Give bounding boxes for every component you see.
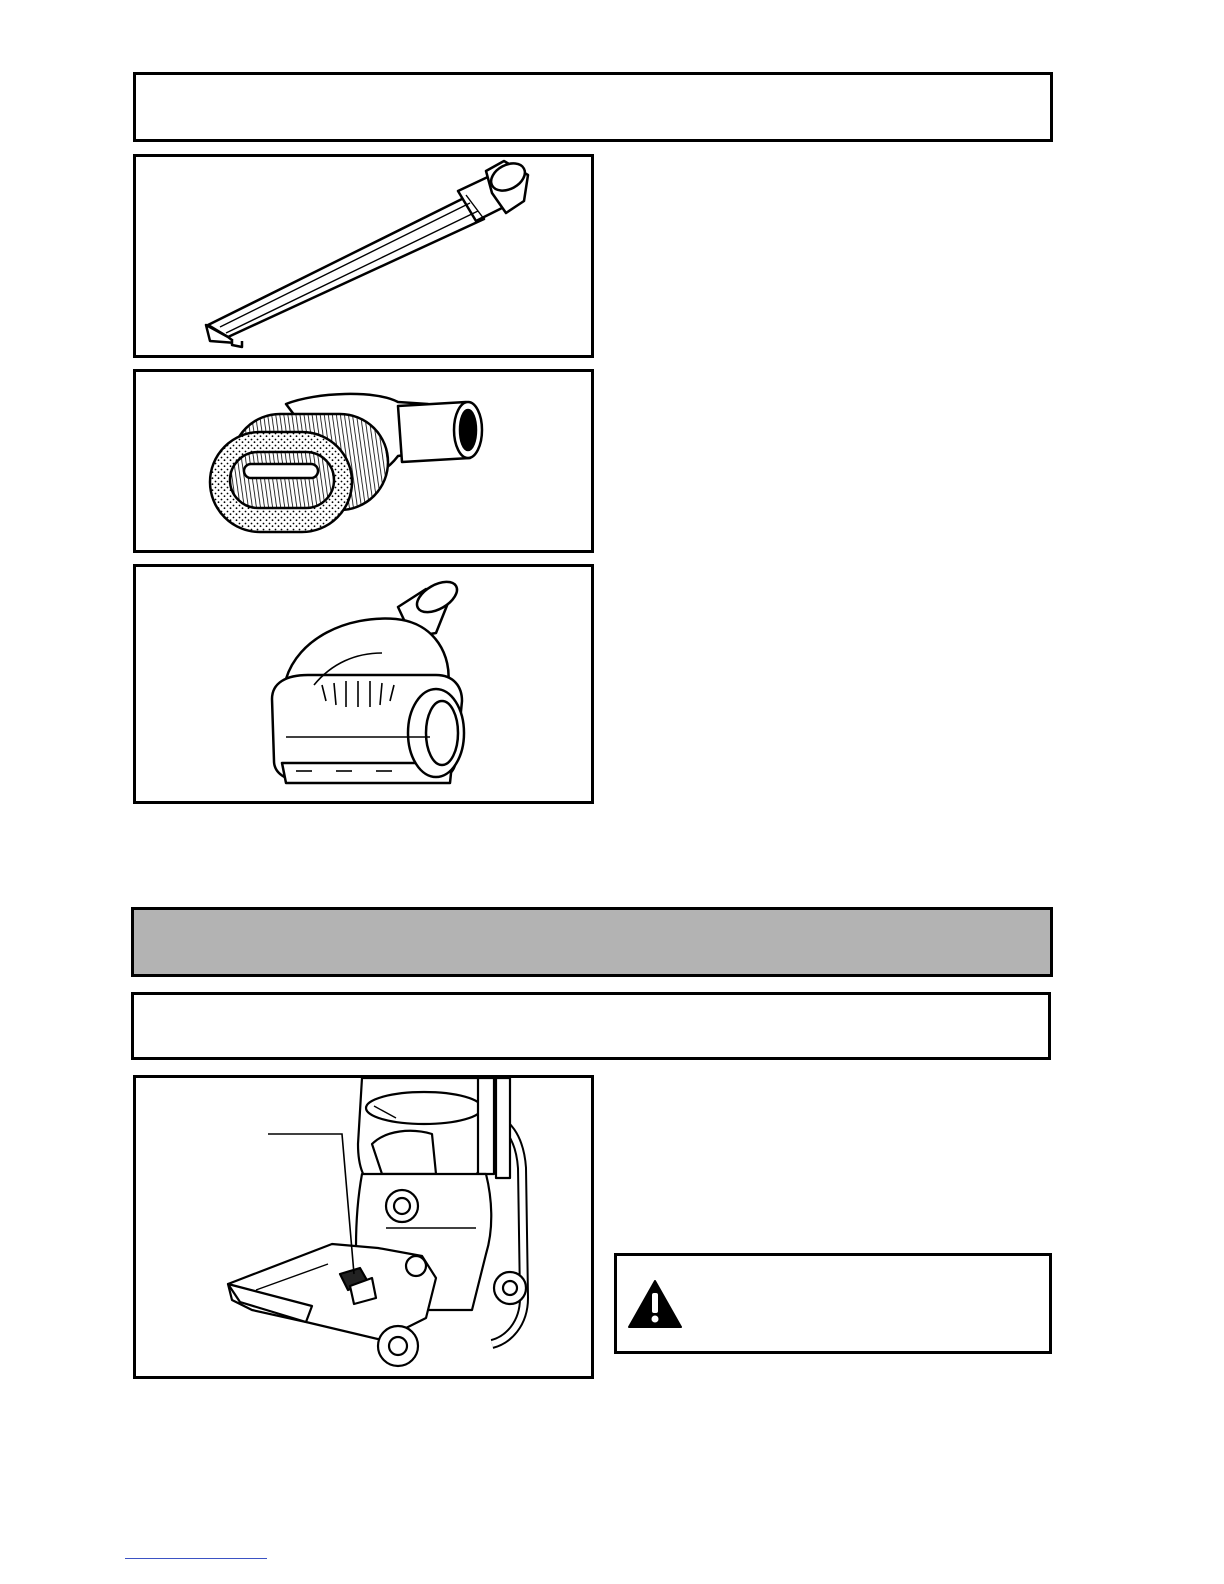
turbo-brush-illustration [136, 567, 591, 801]
dusting-brush-figure [133, 369, 594, 553]
tool-descriptions [612, 154, 1052, 804]
warning-box [614, 1253, 1052, 1354]
crevice-tool-figure [133, 154, 594, 358]
warning-triangle-icon [627, 1279, 683, 1329]
vacuum-pedal-figure [133, 1075, 594, 1379]
footer-link-underline [125, 1558, 267, 1559]
turbo-brush-figure [133, 564, 594, 804]
section-banner [131, 907, 1053, 977]
operation-description [612, 1075, 1052, 1235]
sub-header-box [131, 992, 1051, 1060]
top-header-box [133, 72, 1053, 142]
vacuum-illustration [136, 1078, 591, 1376]
crevice-tool-illustration [136, 157, 591, 355]
dusting-brush-illustration [136, 372, 591, 550]
